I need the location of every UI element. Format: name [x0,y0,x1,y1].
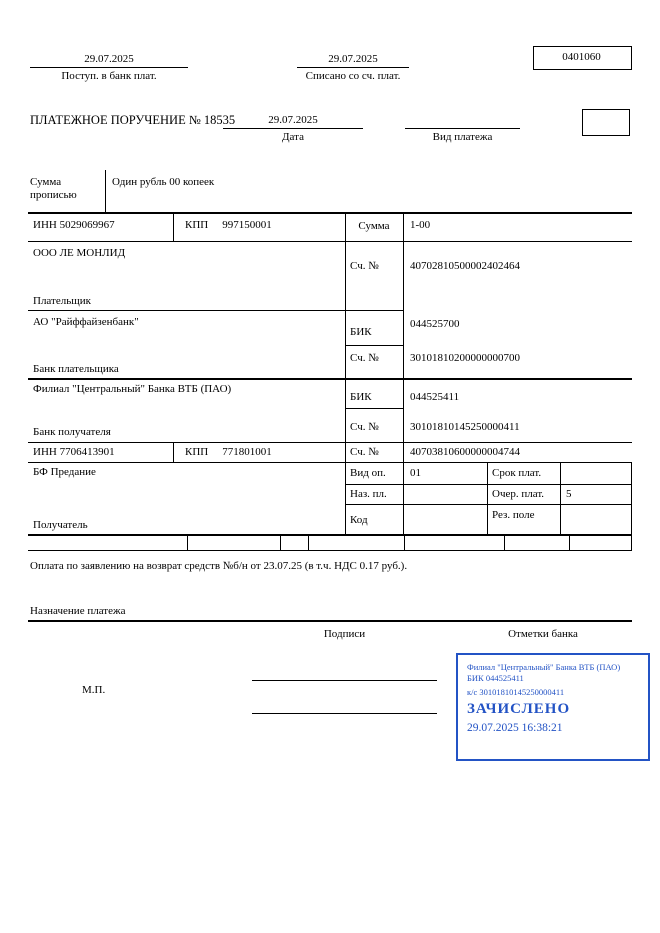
signatures-label: Подписи [323,628,366,640]
sum-value: 1-00 [410,219,431,231]
table-border [487,462,488,534]
amount-words-label: Сумма прописью [30,176,77,202]
table-border [308,534,309,550]
beneficiary-label: Получатель [33,519,88,531]
table-border [403,212,404,534]
table-border [173,442,174,462]
table-border [28,442,632,443]
table-border [404,534,405,550]
mp-label: М.П. [82,684,106,696]
payment-type-underline [405,128,520,129]
table-border [28,550,632,551]
payer-bank-account-label: Сч. № [350,352,379,364]
document-date-underline [223,128,363,129]
beneficiary-bank-account-label: Сч. № [350,421,379,433]
vid-op-value: 01 [410,467,421,479]
ocher-plat-value: 5 [566,488,572,500]
amount-words-value: Один рубль 00 копеек [112,176,215,188]
table-border [28,212,632,214]
table-border [504,534,505,550]
kod-label: Код [350,514,368,526]
table-border [28,534,632,536]
table-border [345,484,632,485]
beneficiary-account-label: Сч. № [350,446,379,458]
table-border [631,462,632,534]
document-title: ПЛАТЕЖНОЕ ПОРУЧЕНИЕ № 18535 [30,113,236,127]
payer-bank-account: 30101810200000000700 [410,352,520,364]
table-border [28,310,403,311]
beneficiary-inn: ИНН 7706413901 [33,446,115,458]
payer-account-label: Сч. № [350,260,379,272]
table-border [28,241,632,242]
beneficiary-bank-bik-label: БИК [350,391,372,403]
stamp-datetime: 29.07.2025 16:38:21 [467,722,563,735]
naz-pl-label: Наз. пл. [350,488,387,500]
beneficiary-kpp-label: КПП [185,446,209,458]
ocher-plat-label: Очер. плат. [492,488,545,500]
table-border [28,378,632,380]
payment-type-label: Вид платежа [432,131,493,143]
payer-bank-name: АО "Райффайзенбанк" [33,316,139,328]
beneficiary-bank-name: Филиал "Центральный" Банка ВТБ (ПАО) [33,383,232,395]
payer-bank-bik: 044525700 [410,318,460,330]
payer-bank-label: Банк плательщика [33,363,119,375]
payer-account: 40702810500002402464 [410,260,520,272]
vid-op-label: Вид оп. [350,467,386,479]
table-border [345,504,632,505]
table-border [345,408,403,409]
stamp-bank-name: Филиал "Центральный" Банка ВТБ (ПАО) [467,662,621,672]
beneficiary-account: 40703810600000004744 [410,446,520,458]
srok-plat-label: Срок плат. [492,467,542,479]
table-border [173,212,174,241]
debited-date: 29.07.2025 [328,53,378,65]
beneficiary-name: БФ Предание [33,466,96,478]
table-border [187,534,188,550]
payer-kpp [185,219,272,232]
beneficiary-bank-label: Банк получателя [33,426,111,438]
table-border [280,534,281,550]
bank-marks-label: Отметки банка [508,628,578,640]
payer-name: ООО ЛЕ МОНЛИД [33,247,126,259]
stamp-status: ЗАЧИСЛЕНО [467,701,571,718]
payer-kpp-label: КПП [185,219,209,231]
received-date: 29.07.2025 [84,53,134,65]
table-border [28,620,632,622]
beneficiary-kpp-value: 771801001 [222,446,272,458]
form-code: 0401060 [562,51,601,63]
table-border [105,170,106,212]
table-border [28,462,632,463]
debited-date-label: Списано со сч. плат. [305,70,401,82]
beneficiary-bank-account: 30101810145250000411 [410,421,520,433]
payment-kind-box [582,109,630,136]
payer-bank-bik-label: БИК [350,326,372,338]
bank-stamp [456,653,650,761]
payer-kpp-value: 997150001 [222,219,272,231]
table-border [345,212,346,534]
beneficiary-bank-bik: 044525411 [410,391,460,403]
stamp-corr-account: к/с 30101810145250000411 [467,687,565,698]
debited-date-underline [297,67,409,68]
stamp-bik: БИК 044525411 [467,672,524,683]
sum-label: Сумма [358,220,390,232]
table-border [345,345,403,346]
table-border [631,534,632,550]
signature-line [252,680,437,681]
table-border [569,534,570,550]
document-date-label: Дата [282,131,304,143]
signature-line [252,713,437,714]
received-date-underline [30,67,188,68]
payer-inn: ИНН 5029069967 [33,219,115,231]
payment-purpose-text: Оплата по заявлению на возврат средств №б/н от 23.07.25 (в т.ч. НДС 0.17 руб.). [30,560,408,572]
rez-pole-label: Рез. поле [492,509,535,521]
received-date-label: Поступ. в банк плат. [61,70,157,82]
payer-label: Плательщик [33,295,91,307]
payment-purpose-label: Назначение платежа [30,605,126,617]
beneficiary-kpp [185,446,272,459]
table-border [560,462,561,534]
document-date: 29.07.2025 [268,114,318,126]
